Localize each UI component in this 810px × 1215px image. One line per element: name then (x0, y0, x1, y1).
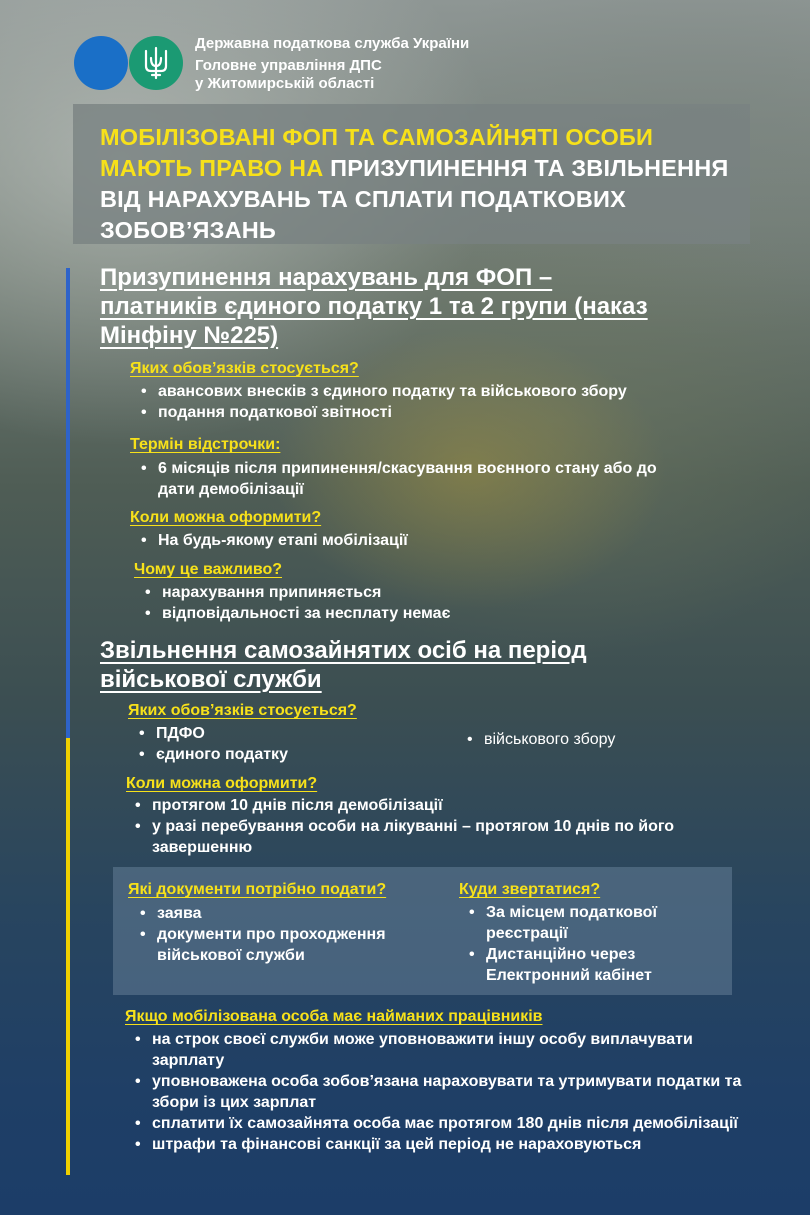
list-item: • уповноважена особа зобов’язана нараховувати та утримувати податки та збори із цих зарплат (128, 1071, 758, 1113)
section1-question-obligations: Яких обов’язків стосується? (130, 360, 359, 377)
list-item: • На будь-якому етапі мобілізації (134, 530, 694, 551)
list-item: • у разі перебування особи на лікуванні – протягом 10 днів по його завершенню (128, 816, 718, 858)
section1-heading: Призупинення нарахувань для ФОП – платників єдиного податку 1 та 2 групи (наказ Мінфіну №225) (100, 264, 648, 349)
list-item: • заява (133, 903, 443, 924)
employees-list (128, 1029, 758, 1155)
section1-term-list (134, 458, 694, 500)
flag-stripe-yellow (66, 738, 70, 1175)
where-question: Куди звертатися? (459, 881, 601, 898)
logo-blue-circle (74, 36, 128, 90)
section1-question-when: Коли можна оформити? (130, 509, 322, 526)
list-item: • нарахування припиняється (138, 582, 698, 603)
section2-question-obligations: Яких обов’язків стосується? (128, 702, 357, 719)
list-item: • сплатити їх самозайнята особа має протягом 180 днів після демобілізації (128, 1113, 758, 1134)
page-title (100, 122, 740, 246)
list-item: • авансових внесків з єдиного податку та військового збору (134, 381, 754, 402)
section2-obligations-list-right (460, 729, 700, 750)
section1-obligations-list (134, 381, 754, 423)
docs-list (133, 903, 443, 966)
section1-question-why: Чому це важливо? (134, 561, 282, 578)
flag-stripe-blue (66, 268, 70, 738)
org-name: Державна податкова служба України (195, 35, 470, 52)
section1-when-list (134, 530, 694, 551)
org-department: Головне управління ДПС (195, 57, 382, 74)
section2-question-when: Коли можна оформити? (126, 775, 318, 792)
section2-heading: Звільнення самозайнятих осіб на період військової служби (100, 637, 587, 693)
list-item: • на строк своєї служби може уповноважити іншу особу виплачувати зарплату (128, 1029, 758, 1071)
list-item: • 6 місяців після припинення/скасування воєнного стану або до дати демобілізації (134, 458, 694, 500)
title-rest: ПРИЗУПИНЕННЯ ТА ЗВІЛЬНЕННЯ ВІД НАРАХУВАНЬ ТА СПЛАТИ ПОДАТКОВИХ ЗОБОВ’ЯЗАНЬ (100, 155, 729, 243)
list-item: • Дистанційно через Електронний кабінет (462, 944, 717, 986)
list-item: • відповідальності за несплату немає (138, 603, 698, 624)
org-region: у Житомирській області (195, 75, 375, 92)
where-list (462, 902, 717, 986)
trident-icon (143, 46, 169, 80)
section2-when-list (128, 795, 718, 858)
list-item: • протягом 10 днів після демобілізації (128, 795, 718, 816)
employees-question: Якщо мобілізована особа має найманих працівників (125, 1008, 543, 1025)
section2-obligations-list-left (132, 723, 432, 765)
section1-question-term: Термін відстрочки: (130, 436, 281, 453)
list-item: • єдиного податку (132, 744, 432, 765)
logo-green-circle (129, 36, 183, 90)
list-item: • штрафи та фінансові санкції за цей період не нараховуються (128, 1134, 758, 1155)
list-item: • ПДФО (132, 723, 432, 744)
title-highlight: МОБІЛІЗОВАНІ ФОП ТА САМОЗАЙНЯТІ ОСОБИ МАЮТЬ ПРАВО НА (100, 124, 654, 181)
docs-question: Які документи потрібно подати? (128, 881, 387, 898)
list-item: • військового збору (460, 729, 700, 750)
list-item: • За місцем податкової реєстрації (462, 902, 717, 944)
section1-why-list (138, 582, 698, 624)
list-item: • подання податкової звітності (134, 402, 754, 423)
list-item: • документи про проходження військової служби (133, 924, 443, 966)
